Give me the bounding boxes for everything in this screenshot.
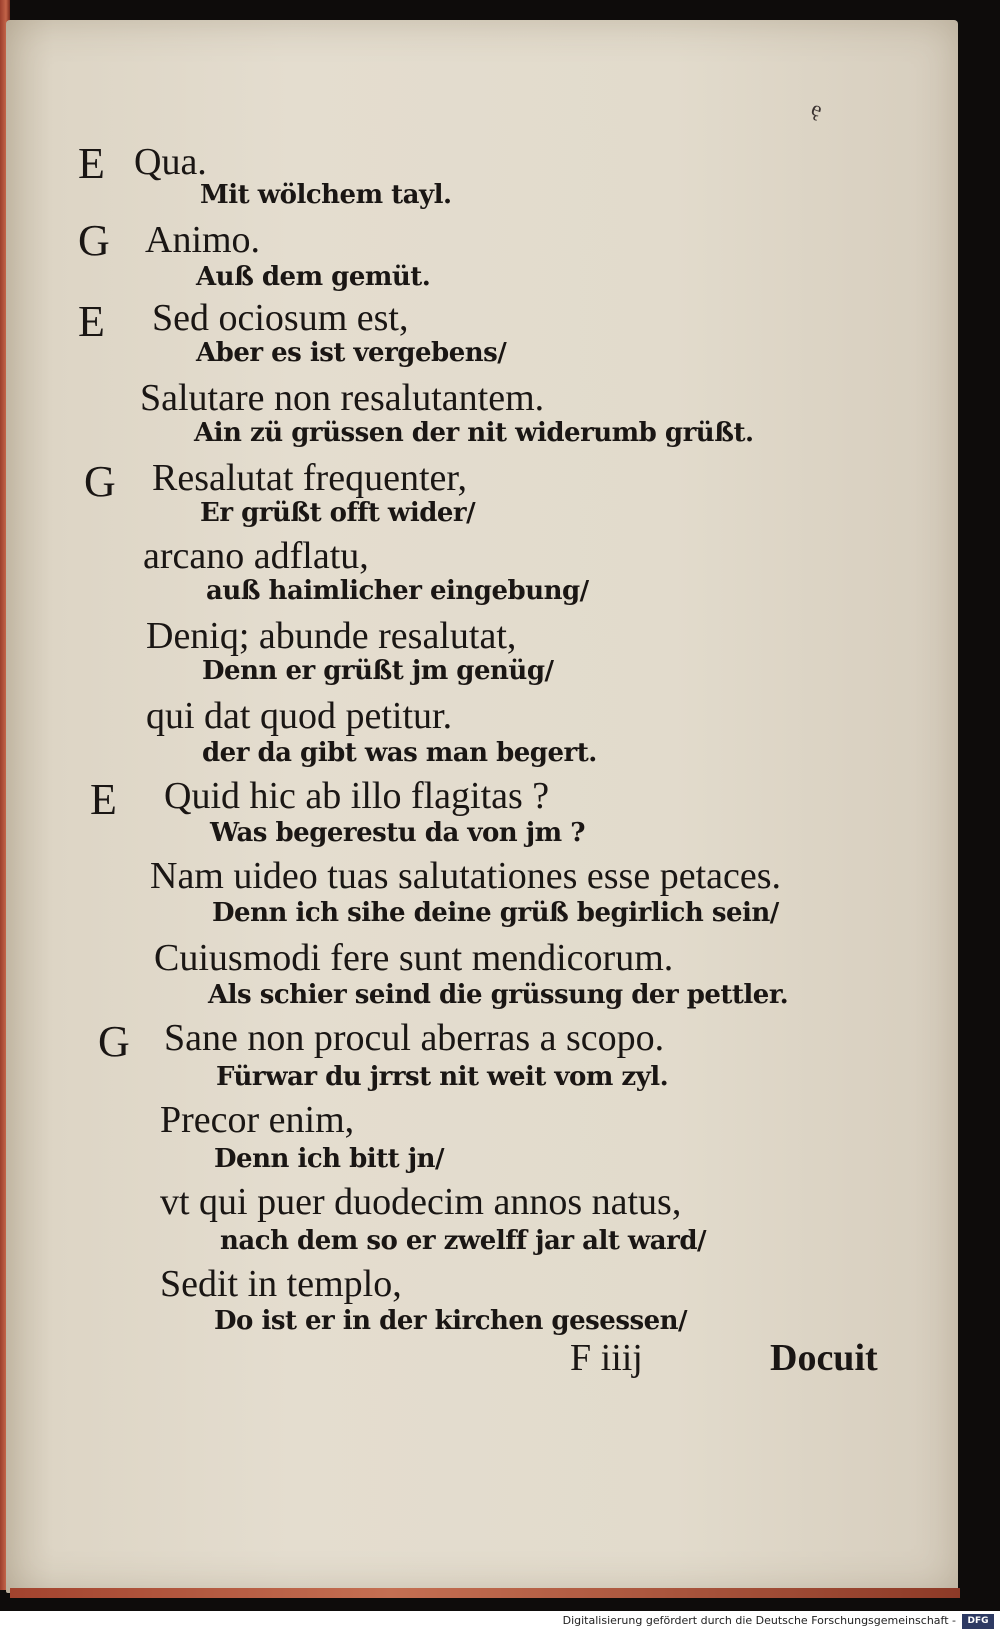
speaker-marker: G <box>78 216 110 265</box>
latin-line: Sed ociosum est, <box>152 297 409 339</box>
latin-line: arcano adflatu, <box>143 535 369 577</box>
latin-line: Deniq; abunde resalutat, <box>146 615 517 657</box>
german-line: Aber es ist vergebens/ <box>196 338 507 368</box>
german-line: Ain zü grüssen der nit widerumb grüßt. <box>194 418 754 448</box>
german-line: Auß dem gemüt. <box>196 262 431 292</box>
german-line: Fürwar du jrrst nit weit vom zyl. <box>216 1062 669 1092</box>
latin-line: Salutare non resalutantem. <box>140 377 545 419</box>
german-line: Do ist er in der kirchen gesessen/ <box>214 1306 688 1336</box>
latin-line: qui dat quod petitur. <box>146 695 453 737</box>
german-line: Was begerestu da von jm ? <box>210 818 585 848</box>
german-line: der da gibt was man begert. <box>202 738 597 768</box>
funding-credit: Digitalisierung gefördert durch die Deutsche Forschungsgemeinschaft - <box>562 1614 956 1627</box>
book-bottom-edge <box>10 1588 960 1598</box>
digitization-footer <box>0 1611 1000 1633</box>
speaker-marker: E <box>78 297 105 346</box>
latin-line: Sedit in templo, <box>160 1263 402 1305</box>
german-line: Er grüßt offt wider/ <box>200 498 476 528</box>
german-line: auß haimlicher eingebung/ <box>206 576 589 606</box>
speaker-marker: E <box>78 139 105 188</box>
german-line: Mit wölchem tayl. <box>200 180 452 210</box>
speaker-marker: G <box>98 1017 130 1066</box>
german-line: Denn er grüßt jm genüg/ <box>202 656 554 686</box>
speaker-marker: G <box>84 457 116 506</box>
german-line: nach dem so er zwelff jar alt ward/ <box>220 1226 707 1256</box>
latin-line: Quid hic ab illo flagitas ? <box>164 775 550 817</box>
latin-line: Precor enim, <box>160 1099 355 1141</box>
latin-line: Qua. <box>134 141 207 183</box>
latin-line: Resalutat frequenter, <box>152 457 468 499</box>
dfg-logo: DFG <box>962 1614 994 1629</box>
signature-mark: F iiij <box>570 1337 643 1379</box>
speaker-marker: E <box>90 775 117 824</box>
catchword: Docuit <box>770 1337 878 1379</box>
german-line: Denn ich sihe deine grüß begirlich sein/ <box>212 898 779 928</box>
german-line: Denn ich bitt jn/ <box>214 1144 445 1174</box>
latin-line: Animo. <box>145 219 261 261</box>
latin-line: Sane non procul aberras a scopo. <box>164 1017 665 1059</box>
latin-line: Cuiusmodi fere sunt mendicorum. <box>154 937 674 979</box>
latin-line: Nam uideo tuas salutationes esse petaces. <box>150 855 782 897</box>
ink-mark: ę <box>808 95 826 122</box>
latin-line: vt qui puer duodecim annos natus, <box>160 1181 682 1223</box>
german-line: Als schier seind die grüssung der pettler. <box>208 980 789 1010</box>
